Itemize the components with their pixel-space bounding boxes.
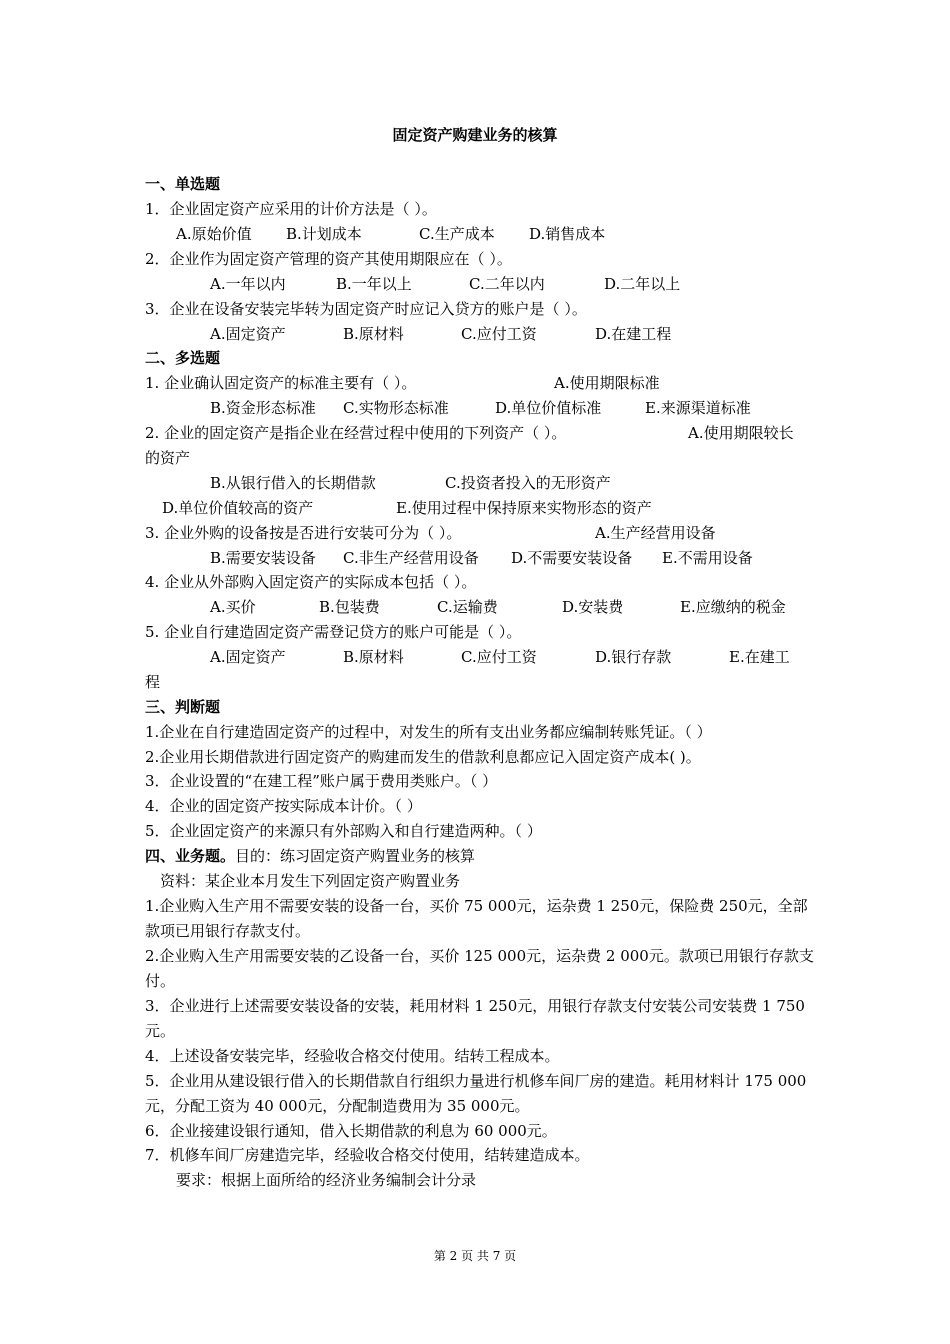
option: B.一年以上 <box>336 275 412 293</box>
section-heading-multiple-choice: 二、多选题 <box>145 349 221 367</box>
option: E.不需用设备 <box>662 549 753 567</box>
option: C.二年以内 <box>469 275 545 293</box>
question-stem: 3. 企业外购的设备按是否进行安装可分为（ ）。 <box>145 524 462 542</box>
option: A.生产经营用设备 <box>595 524 716 542</box>
option: B.需要安装设备 <box>210 549 316 567</box>
section-purpose: 目的：练习固定资产购置业务的核算 <box>235 847 476 865</box>
option: B.原材料 <box>343 325 404 343</box>
option: A.固定资产 <box>210 325 286 343</box>
section-heading-true-false: 三、判断题 <box>145 698 221 716</box>
option: D.不需要安装设备 <box>511 549 633 567</box>
option: A.固定资产 <box>210 648 286 666</box>
true-false-item: 4．企业的固定资产按实际成本计价。（ ） <box>145 797 422 815</box>
option: A.原始价值 <box>176 225 252 243</box>
option: E.来源渠道标准 <box>645 399 751 417</box>
option: A.使用期限标准 <box>554 374 660 392</box>
option: D.银行存款 <box>595 648 672 666</box>
option: C.实物形态标准 <box>343 399 449 417</box>
question-stem: 1．企业固定资产应采用的计价方法是（ ）。 <box>145 200 437 218</box>
option: C.生产成本 <box>419 225 495 243</box>
option: C.应付工资 <box>461 325 537 343</box>
question-stem: 2. 企业的固定资产是指企业在经营过程中使用的下列资产（ ）。 <box>145 424 567 442</box>
option: D.单位价值较高的资产 <box>162 499 314 517</box>
option: C.运输费 <box>437 598 498 616</box>
option-continued: 程 <box>145 673 161 691</box>
business-item: 4．上述设备安装完毕，经验收合格交付使用。结转工程成本。 <box>145 1047 560 1065</box>
business-item: 1.企业购入生产用不需要安装的设备一台，买价 75 000元，运杂费 1 250元，保险费 250元，全部款项已用银行存款支付。 <box>145 897 808 940</box>
business-item: 7．机修车间厂房建造完毕，经验收合格交付使用，结转建造成本。 <box>145 1146 590 1164</box>
option: A.一年以内 <box>210 275 286 293</box>
option: B.从银行借入的长期借款 <box>210 474 376 492</box>
true-false-item: 5．企业固定资产的来源只有外部购入和自行建造两种。（ ） <box>145 822 542 840</box>
option: C.投资者投入的无形资产 <box>445 474 611 492</box>
option: D.单位价值标准 <box>495 399 602 417</box>
page-footer: 第 2 页 共 7 页 <box>433 1249 517 1263</box>
option: E.在建工 <box>729 648 790 666</box>
business-item: 6．企业接建设银行通知，借入长期借款的利息为 60 000元。 <box>145 1122 557 1140</box>
requirement: 要求：根据上面所给的经济业务编制会计分录 <box>176 1171 477 1189</box>
option: D.二年以上 <box>604 275 681 293</box>
business-item: 2.企业购入生产用需要安装的乙设备一台，买价 125 000元，运杂费 2 000元。款项已用银行存款支付。 <box>145 947 814 990</box>
option: D.销售成本 <box>529 225 606 243</box>
true-false-item: 3．企业设置的“在建工程”账户属于费用类账户。（ ） <box>145 772 498 790</box>
section-heading-business <box>145 846 475 866</box>
option: B.计划成本 <box>286 225 362 243</box>
business-item: 5．企业用从建设银行借入的长期借款自行组织力量进行机修车间厂房的建造。耗用材料计 175 000元，分配工资为 40 000元，分配制造费用为 35 000元。 <box>145 1072 807 1115</box>
question-stem: 5. 企业自行建造固定资产需登记贷方的账户可能是（ ）。 <box>145 623 522 641</box>
true-false-item: 1.企业在自行建造固定资产的过程中，对发生的所有支出业务都应编制转账凭证。（ ） <box>145 723 712 741</box>
question-stem: 2．企业作为固定资产管理的资产其使用期限应在（ ）。 <box>145 250 512 268</box>
option-continued: 的资产 <box>145 449 191 467</box>
option: E.应缴纳的税金 <box>680 598 786 616</box>
option: C.应付工资 <box>461 648 537 666</box>
option: D.安装费 <box>562 598 624 616</box>
question-stem: 3．企业在设备安装完毕转为固定资产时应记入贷方的账户是（ ）。 <box>145 300 587 318</box>
option: B.原材料 <box>343 648 404 666</box>
option: C.非生产经营用设备 <box>343 549 479 567</box>
business-item: 3．企业进行上述需要安装设备的安装，耗用材料 1 250元，用银行存款支付安装公司安装费 1 750元。 <box>145 997 805 1040</box>
option: B.资金形态标准 <box>210 399 316 417</box>
option: E.使用过程中保持原来实物形态的资产 <box>396 499 652 517</box>
question-stem: 1. 企业确认固定资产的标准主要有（ ）。 <box>145 374 417 392</box>
section-material: 资料：某企业本月发生下列固定资产购置业务 <box>160 872 461 890</box>
true-false-item: 2.企业用长期借款进行固定资产的购建而发生的借款利息都应记入固定资产成本( )。 <box>145 748 701 766</box>
option: A.使用期限较长 <box>688 424 794 442</box>
section-heading-single-choice: 一、单选题 <box>145 175 221 193</box>
option: D.在建工程 <box>595 325 672 343</box>
question-stem: 4. 企业从外部购入固定资产的实际成本包括（ ）。 <box>145 573 477 591</box>
option: B.包装费 <box>319 598 380 616</box>
option: A.买价 <box>210 598 256 616</box>
page-title: 固定资产购建业务的核算 <box>392 126 558 144</box>
section-heading-label: 四、业务题。 <box>145 847 236 865</box>
